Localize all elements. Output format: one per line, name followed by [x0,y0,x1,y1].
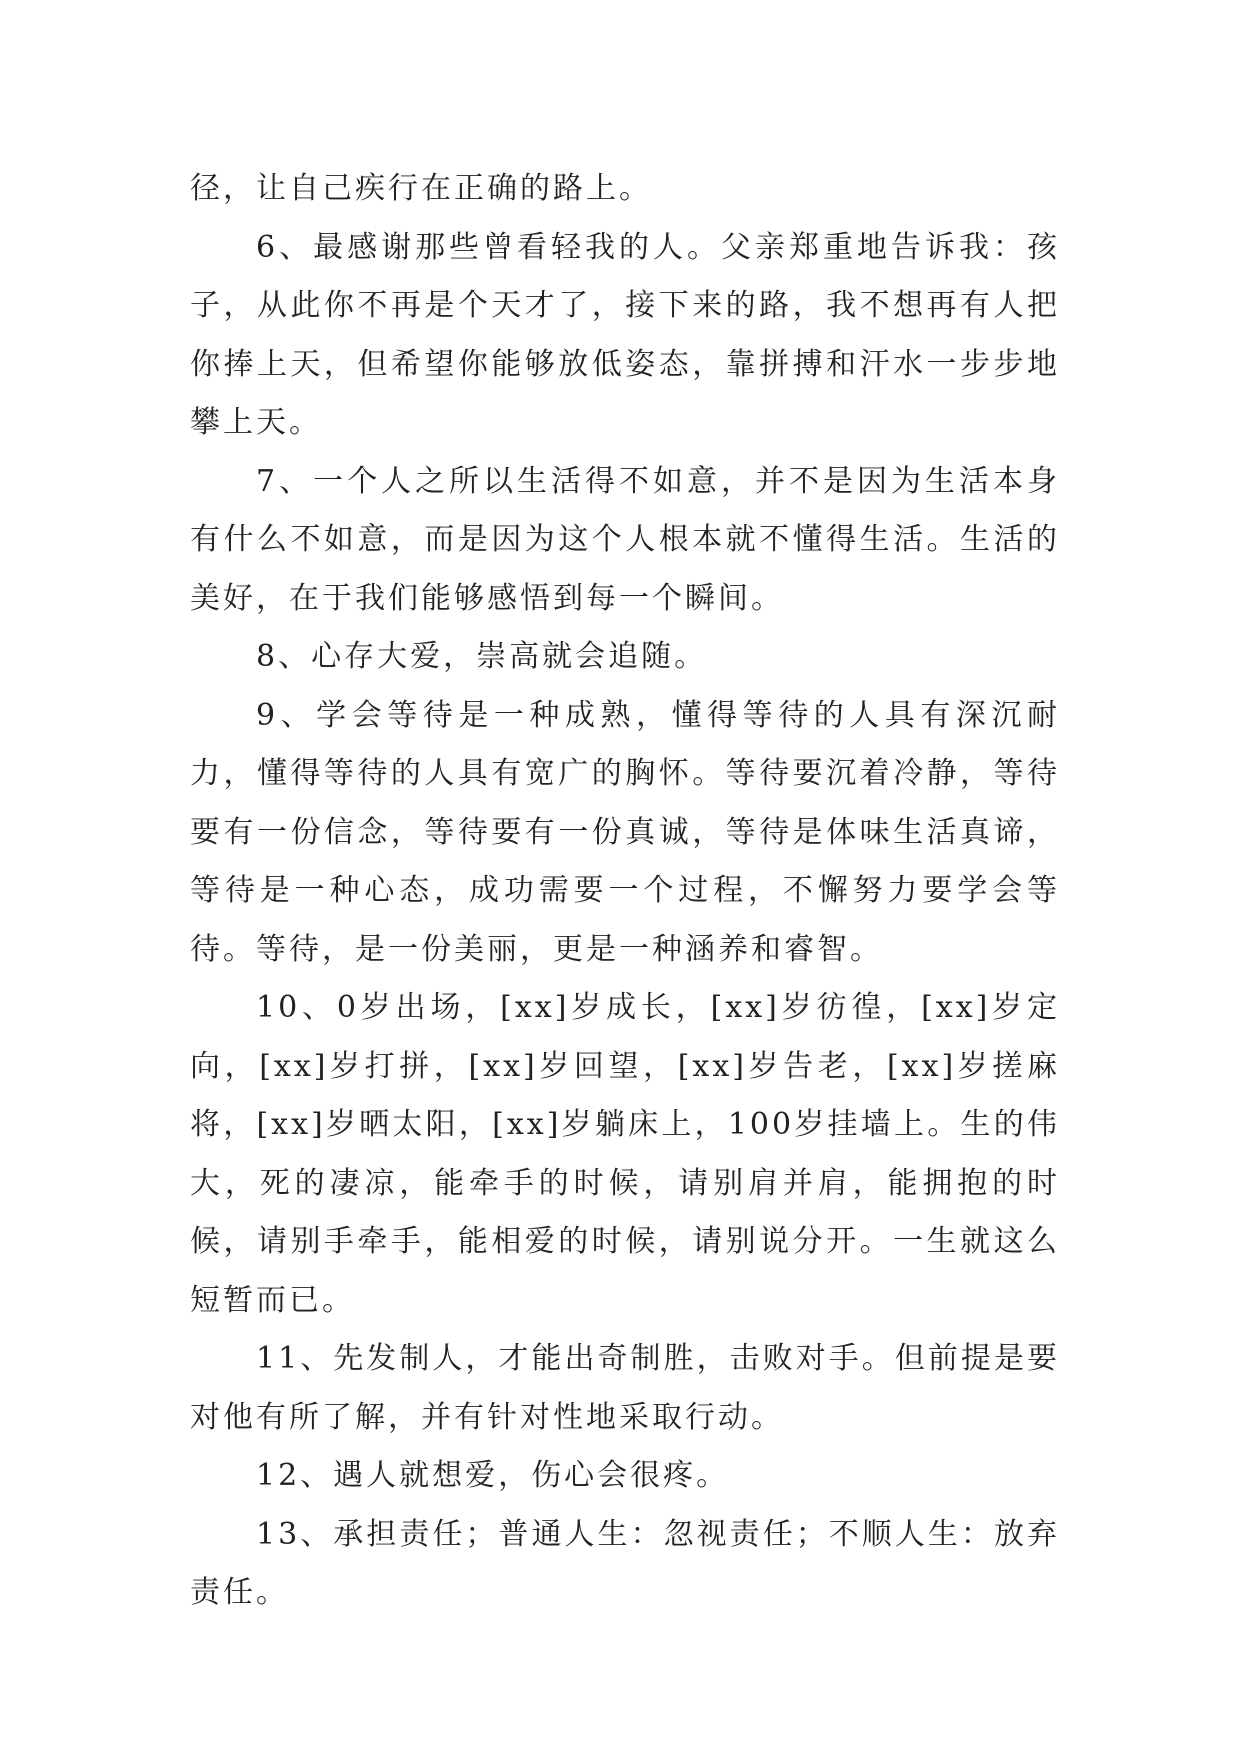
paragraph-9: 9、学会等待是一种成熟，懂得等待的人具有深沉耐力，懂得等待的人具有宽广的胸怀。等待要沉着冷静，等待要有一份信念，等待要有一份真诚，等待是体味生活真谛，等待是一种心态，成功需要一个过程，不懈努力要学会等待。等待，是一份美丽，更是一种涵养和睿智。 [190,697,1060,967]
paragraph-11: 11、先发制人，才能出奇制胜，击败对手。但前提是要对他有所了解，并有针对性地采取行动。 [190,1341,1060,1435]
document-body [190,160,1060,1623]
paragraph-6: 6、最感谢那些曾看轻我的人。父亲郑重地告诉我：孩子，从此你不再是个天才了，接下来的路，我不想再有人把你捧上天，但希望你能够放低姿态，靠拼搏和汗水一步步地攀上天。 [190,229,1060,440]
paragraph-7: 7、一个人之所以生活得不如意，并不是因为生活本身有什么不如意，而是因为这个人根本就不懂得生活。生活的美好，在于我们能够感悟到每一个瞬间。 [190,463,1060,616]
paragraph-continuation: 径，让自己疾行在正确的路上。 [190,171,652,206]
paragraph-8: 8、心存大爱，崇高就会追随。 [256,639,708,674]
paragraph-10: 10、0岁出场，[xx]岁成长，[xx]岁彷徨，[xx]岁定向，[xx]岁打拼，[xx]岁回望，[xx]岁告老，[xx]岁搓麻将，[xx]岁晒太阳，[xx]岁躺床上，100岁挂墙上。生的伟大，死的凄凉，能牵手的时候，请别肩并肩，能拥抱的时候，请别手牵手，能相爱的时候，请别说分开。一生就这么短暂而已。 [190,990,1060,1318]
paragraph-13: 13、承担责任；普通人生：忽视责任；不顺人生：放弃责任。 [190,1516,1060,1610]
paragraph-12: 12、遇人就想爱，伤心会很疼。 [256,1458,730,1493]
